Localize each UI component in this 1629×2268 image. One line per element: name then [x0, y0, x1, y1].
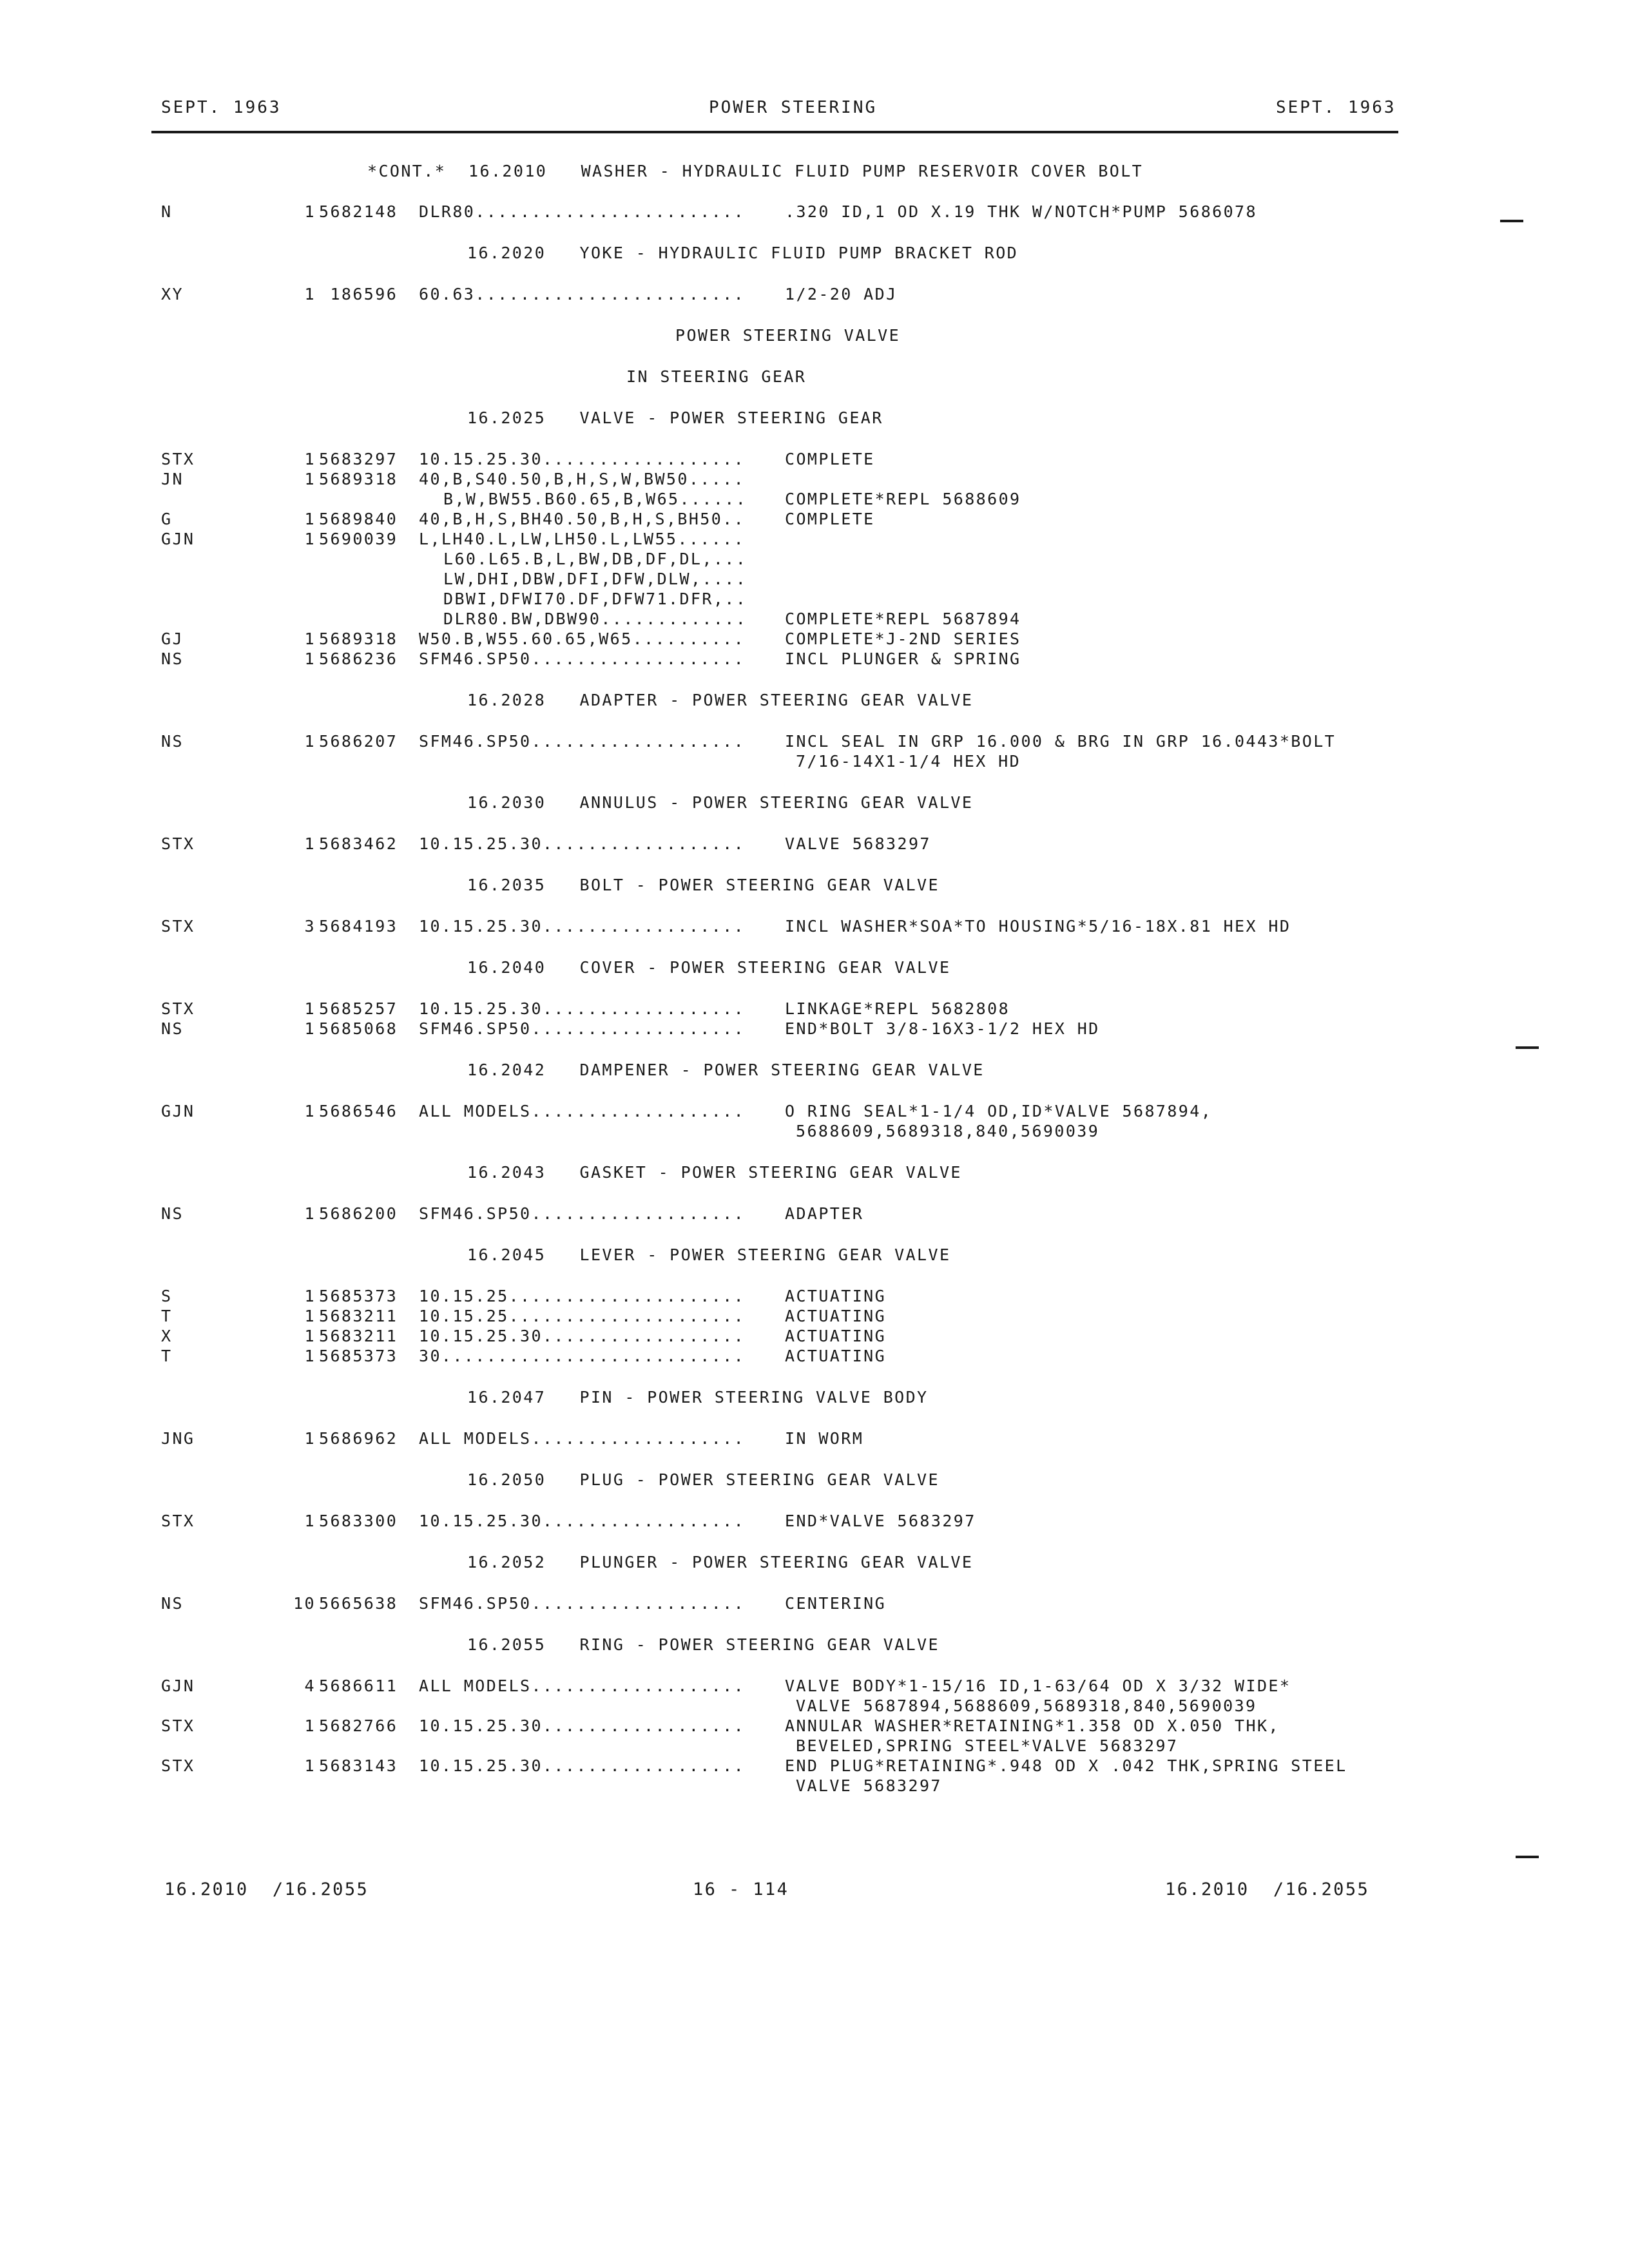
quantity: 1 — [304, 1102, 316, 1120]
part-description: CENTERING — [785, 1594, 887, 1613]
part-description-continued: VALVE 5683297 — [796, 1776, 942, 1795]
part-number: 5690039 — [319, 530, 398, 548]
margin-tick-mark — [1516, 1046, 1539, 1049]
model-code: NS — [161, 1019, 184, 1038]
quantity: 1 — [304, 450, 316, 468]
quantity: 1 — [304, 1756, 316, 1775]
model-code: STX — [161, 1716, 195, 1735]
part-description: VALVE 5683297 — [785, 834, 931, 853]
footer-page-number: 16 - 114 — [693, 1879, 789, 1899]
part-description: ADAPTER — [785, 1204, 864, 1223]
model-application: W50.B,W55.60.65,W65.......... — [419, 629, 746, 648]
part-description: ACTUATING — [785, 1307, 887, 1325]
group-heading: 16.2052 PLUNGER - POWER STEERING GEAR VALVE — [467, 1553, 974, 1571]
quantity: 1 — [304, 1204, 316, 1223]
quantity: 1 — [304, 1019, 316, 1038]
model-application: 10.15.25.30.................. — [419, 1512, 746, 1530]
part-number: 5683300 — [319, 1512, 398, 1530]
model-application: 10.15.25..................... — [419, 1287, 746, 1305]
group-heading: 16.2047 PIN - POWER STEERING VALVE BODY — [467, 1388, 929, 1407]
quantity: 1 — [304, 285, 316, 303]
quantity: 1 — [304, 1347, 316, 1365]
part-description-continued: BEVELED,SPRING STEEL*VALVE 5683297 — [796, 1736, 1179, 1755]
model-application: ALL MODELS................... — [419, 1429, 746, 1448]
part-description: VALVE BODY*1-15/16 ID,1-63/64 OD X 3/32 WIDE* — [785, 1677, 1291, 1695]
part-description: INCL SEAL IN GRP 16.000 & BRG IN GRP 16.0443*BOLT — [785, 732, 1336, 751]
model-application: 40,B,S40.50,B,H,S,W,BW50..... — [419, 470, 746, 488]
footer-range-left: 16.2010 /16.2055 — [164, 1879, 369, 1899]
model-application: ALL MODELS................... — [419, 1102, 746, 1120]
model-code: GJ — [161, 629, 184, 648]
part-number: 5685373 — [319, 1347, 398, 1365]
part-description: LINKAGE*REPL 5682808 — [785, 999, 1010, 1018]
part-number: 5683297 — [319, 450, 398, 468]
part-description: ACTUATING — [785, 1327, 887, 1345]
part-description: 1/2-20 ADJ — [785, 285, 898, 303]
model-code: STX — [161, 834, 195, 853]
quantity: 1 — [304, 999, 316, 1018]
quantity: 1 — [304, 530, 316, 548]
quantity: 1 — [304, 1512, 316, 1530]
model-code: T — [161, 1347, 173, 1365]
part-number: 5689318 — [319, 629, 398, 648]
quantity: 1 — [304, 834, 316, 853]
part-number: 5689318 — [319, 470, 398, 488]
quantity: 1 — [304, 1429, 316, 1448]
header-section-title: POWER STEERING — [709, 98, 878, 117]
quantity: 3 — [304, 917, 316, 936]
part-number: 5683462 — [319, 834, 398, 853]
model-code: S — [161, 1287, 173, 1305]
group-heading: 16.2030 ANNULUS - POWER STEERING GEAR VALVE — [467, 793, 974, 812]
group-heading: POWER STEERING VALVE — [675, 326, 901, 345]
part-number: 5682148 — [319, 202, 398, 221]
model-application: DLR80........................ — [419, 202, 746, 221]
quantity: 1 — [304, 1716, 316, 1735]
model-application: 10.15.25.30.................. — [419, 834, 746, 853]
model-application-continued: DLR80.BW,DBW90............. — [443, 610, 747, 628]
group-heading: IN STEERING GEAR — [626, 367, 807, 386]
part-description: COMPLETE — [785, 450, 875, 468]
part-description: COMPLETE*J-2ND SERIES — [785, 629, 1021, 648]
model-code: STX — [161, 1756, 195, 1775]
part-number: 5685373 — [319, 1287, 398, 1305]
model-application: 60.63........................ — [419, 285, 746, 303]
part-description: .320 ID,1 OD X.19 THK W/NOTCH*PUMP 5686078 — [785, 202, 1257, 221]
part-description-continued: 7/16-14X1-1/4 HEX HD — [796, 752, 1021, 771]
part-number: 5686200 — [319, 1204, 398, 1223]
margin-tick-mark — [1516, 1856, 1539, 1858]
model-application: 10.15.25.30.................. — [419, 1327, 746, 1345]
margin-tick-mark — [1500, 220, 1523, 222]
model-code: GJN — [161, 1677, 195, 1695]
part-number: 5686611 — [319, 1677, 398, 1695]
model-code: GJN — [161, 530, 195, 548]
part-number: 5683211 — [319, 1327, 398, 1345]
model-code: N — [161, 202, 173, 221]
quantity: 1 — [304, 629, 316, 648]
quantity: 1 — [304, 1287, 316, 1305]
group-heading: 16.2028 ADAPTER - POWER STEERING GEAR VALVE — [467, 691, 974, 709]
header-date-left: SEPT. 1963 — [161, 98, 282, 117]
part-description: INCL PLUNGER & SPRING — [785, 649, 1021, 668]
group-heading: 16.2045 LEVER - POWER STEERING GEAR VALVE — [467, 1245, 951, 1264]
footer-range-right: 16.2010 /16.2055 — [1165, 1879, 1370, 1899]
model-code: NS — [161, 732, 184, 751]
part-description: ACTUATING — [785, 1287, 887, 1305]
group-heading: *CONT.* 16.2010 WASHER - HYDRAULIC FLUID PUMP RESERVOIR COVER BOLT — [367, 162, 1144, 180]
part-description: ACTUATING — [785, 1347, 887, 1365]
model-code: STX — [161, 450, 195, 468]
model-application-continued: B,W,BW55.B60.65,B,W65...... — [443, 490, 747, 508]
part-description: COMPLETE*REPL 5687894 — [785, 610, 1021, 628]
model-code: STX — [161, 1512, 195, 1530]
group-heading: 16.2020 YOKE - HYDRAULIC FLUID PUMP BRACKET ROD — [467, 244, 1019, 262]
part-description: COMPLETE — [785, 510, 875, 528]
group-heading: 16.2055 RING - POWER STEERING GEAR VALVE — [467, 1635, 940, 1654]
part-number: 5686962 — [319, 1429, 398, 1448]
part-number: 5686546 — [319, 1102, 398, 1120]
quantity: 1 — [304, 1307, 316, 1325]
quantity: 1 — [304, 470, 316, 488]
model-code: NS — [161, 1204, 184, 1223]
model-code: NS — [161, 649, 184, 668]
model-code: GJN — [161, 1102, 195, 1120]
model-application: 10.15.25.30.................. — [419, 917, 746, 936]
part-description: END PLUG*RETAINING*.948 OD X .042 THK,SPRING STEEL — [785, 1756, 1347, 1775]
quantity: 1 — [304, 202, 316, 221]
group-heading: 16.2042 DAMPENER - POWER STEERING GEAR VALVE — [467, 1061, 985, 1079]
group-heading: 16.2050 PLUG - POWER STEERING GEAR VALVE — [467, 1470, 940, 1489]
quantity: 1 — [304, 510, 316, 528]
model-code: STX — [161, 999, 195, 1018]
model-application: L,LH40.L,LW,LH50.L,LW55...... — [419, 530, 746, 548]
group-heading: 16.2043 GASKET - POWER STEERING GEAR VALVE — [467, 1163, 962, 1182]
part-description-continued: 5688609,5689318,840,5690039 — [796, 1122, 1100, 1140]
group-heading: 16.2025 VALVE - POWER STEERING GEAR — [467, 408, 883, 427]
model-application: SFM46.SP50................... — [419, 649, 746, 668]
part-number: 5686236 — [319, 649, 398, 668]
model-application: 10.15.25..................... — [419, 1307, 746, 1325]
part-description: O RING SEAL*1-1/4 OD,ID*VALVE 5687894, — [785, 1102, 1213, 1120]
part-description: ANNULAR WASHER*RETAINING*1.358 OD X.050 THK, — [785, 1716, 1280, 1735]
part-description: IN WORM — [785, 1429, 864, 1448]
model-application: SFM46.SP50................... — [419, 1594, 746, 1613]
model-code: JNG — [161, 1429, 195, 1448]
group-heading: 16.2035 BOLT - POWER STEERING GEAR VALVE — [467, 876, 940, 894]
part-number: 5686207 — [319, 732, 398, 751]
group-heading: 16.2040 COVER - POWER STEERING GEAR VALVE — [467, 958, 951, 977]
part-number: 5682766 — [319, 1716, 398, 1735]
part-number: 186596 — [319, 285, 398, 303]
model-application: 10.15.25.30.................. — [419, 999, 746, 1018]
model-code: JN — [161, 470, 184, 488]
model-code: STX — [161, 917, 195, 936]
part-number: 5665638 — [319, 1594, 398, 1613]
part-description: COMPLETE*REPL 5688609 — [785, 490, 1021, 508]
part-number: 5689840 — [319, 510, 398, 528]
quantity: 4 — [304, 1677, 316, 1695]
model-code: G — [161, 510, 173, 528]
part-description-continued: VALVE 5687894,5688609,5689318,840,5690039 — [796, 1696, 1257, 1715]
model-application: 10.15.25.30.................. — [419, 1716, 746, 1735]
model-application: 10.15.25.30.................. — [419, 450, 746, 468]
part-number: 5685068 — [319, 1019, 398, 1038]
model-code: X — [161, 1327, 173, 1345]
quantity: 1 — [304, 732, 316, 751]
model-application: 40,B,H,S,BH40.50,B,H,S,BH50.. — [419, 510, 746, 528]
quantity: 1 — [304, 1327, 316, 1345]
model-code: NS — [161, 1594, 184, 1613]
model-application: 10.15.25.30.................. — [419, 1756, 746, 1775]
model-code: T — [161, 1307, 173, 1325]
part-number: 5683143 — [319, 1756, 398, 1775]
model-application: 30........................... — [419, 1347, 746, 1365]
model-application-continued: L60.L65.B,L,BW,DB,DF,DL,... — [443, 550, 747, 568]
header-date-right: SEPT. 1963 — [1276, 98, 1396, 117]
part-number: 5683211 — [319, 1307, 398, 1325]
model-code: XY — [161, 285, 184, 303]
part-number: 5684193 — [319, 917, 398, 936]
model-application: SFM46.SP50................... — [419, 1019, 746, 1038]
model-application: SFM46.SP50................... — [419, 1204, 746, 1223]
part-description: END*VALVE 5683297 — [785, 1512, 976, 1530]
quantity: 1 — [304, 649, 316, 668]
model-application: SFM46.SP50................... — [419, 732, 746, 751]
part-number: 5685257 — [319, 999, 398, 1018]
part-description: INCL WASHER*SOA*TO HOUSING*5/16-18X.81 HEX HD — [785, 917, 1291, 936]
model-application-continued: LW,DHI,DBW,DFI,DFW,DLW,.... — [443, 570, 747, 588]
quantity: 10 — [293, 1594, 316, 1613]
model-application-continued: DBWI,DFWI70.DF,DFW71.DFR,.. — [443, 590, 747, 608]
part-description: END*BOLT 3/8-16X3-1/2 HEX HD — [785, 1019, 1100, 1038]
model-application: ALL MODELS................... — [419, 1677, 746, 1695]
header-rule — [151, 131, 1398, 133]
